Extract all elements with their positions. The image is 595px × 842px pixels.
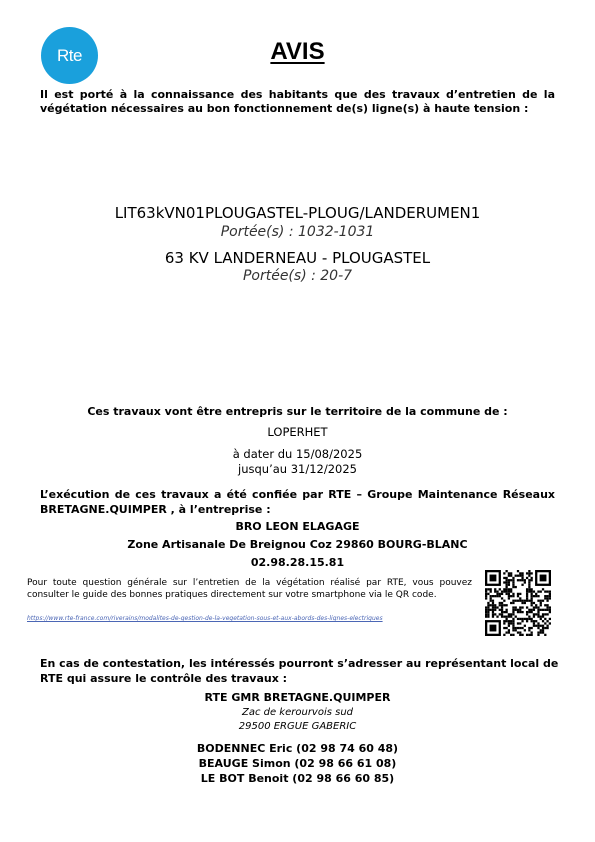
title-text: AVIS [270, 38, 325, 65]
contact-3: LE BOT Benoit (02 98 66 60 85) [200, 772, 395, 785]
contractor-phone: 02.98.28.15.81 [250, 556, 345, 569]
line-1-portees: Portée(s) : 1032-1031 [220, 224, 375, 240]
contractor-address: Zone Artisanale De Breignou Coz 29860 BOURG-BLANC [127, 538, 468, 551]
contact-2: BEAUGE Simon (02 98 66 61 08) [198, 757, 397, 770]
date-to: jusqu’au 31/12/2025 [238, 462, 357, 476]
qr-code-icon[interactable] [485, 570, 551, 636]
commune: LOPERHET [267, 425, 328, 439]
date-from: à dater du 15/08/2025 [232, 447, 363, 461]
line-2-portees: Portée(s) : 20-7 [242, 268, 353, 284]
intro-text: Il est porté à la connaissance des habitants que des travaux d’entretien de la végétation nécessaires au bon fonctionnement de(s) ligne(s) à haute tension : [40, 88, 555, 115]
page-title [0, 38, 595, 66]
contest-org: RTE GMR BRETAGNE.QUIMPER [204, 691, 391, 704]
guide-link[interactable]: https://www.rte-france.com/riverains/modalites-de-gestion-de-la-vegetation-sous-et-aux-abords-des-lignes-electriques [27, 615, 383, 622]
contest-addr2: 29500 ERGUE GABERIC [238, 721, 357, 732]
line-2-name: 63 KV LANDERNEAU - PLOUGASTEL [164, 249, 431, 267]
contact-1: BODENNEC Eric (02 98 74 60 48) [196, 742, 399, 755]
contest-intro: En cas de contestation, les intéressés pourront s’adresser au représentant local de RTE qui assure le contrôle des travaux : [40, 657, 559, 685]
logo-text: Rte [57, 45, 82, 65]
contest-addr1: Zac de kerourvois sud [241, 707, 354, 718]
contractor-intro: L’exécution de ces travaux a été confiée par RTE – Groupe Maintenance Réseaux BRETAGNE.QUIMPER , à l’entreprise : [40, 488, 555, 516]
qr-guide-text: Pour toute question générale sur l’entretien de la végétation réalisé par RTE, vous pouvez consulter le guide des bonnes pratiques directement sur votre smartphone via le QR code. [27, 578, 472, 600]
line-1-name: LIT63kVN01PLOUGASTEL-PLOUG/LANDERUMEN1 [114, 204, 481, 222]
territory-intro: Ces travaux vont être entrepris sur le territoire de la commune de : [87, 405, 508, 418]
contractor-company: BRO LEON ELAGAGE [235, 520, 360, 533]
